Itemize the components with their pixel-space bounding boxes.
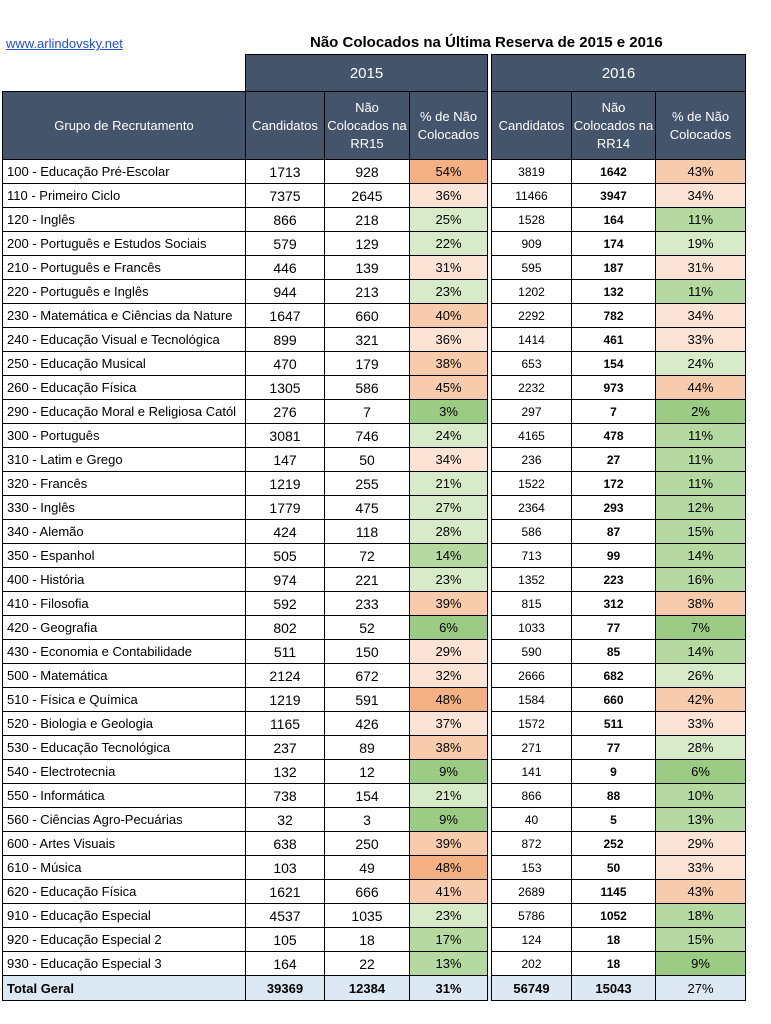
- table-row: [3, 568, 746, 592]
- candidates-2015-cell: 802: [246, 616, 325, 640]
- group-name-cell: 340 - Alemão: [3, 520, 246, 544]
- pct-2016-cell: 10%: [656, 784, 746, 808]
- table-row: [3, 904, 746, 928]
- candidates-2016-cell: 1033: [492, 616, 572, 640]
- not-placed-2015-cell: 213: [325, 280, 410, 304]
- candidates-2016-cell: 2689: [492, 880, 572, 904]
- not-placed-2016-cell: 88: [572, 784, 656, 808]
- pct-2015-cell: 39%: [410, 832, 488, 856]
- pct-2015-cell: 13%: [410, 952, 488, 976]
- group-name-cell: 500 - Matemática: [3, 664, 246, 688]
- group-name-cell: 210 - Português e Francês: [3, 256, 246, 280]
- not-placed-2015-cell: 1035: [325, 904, 410, 928]
- not-placed-2016-cell: 85: [572, 640, 656, 664]
- total-not-placed-2015: 12384: [325, 976, 410, 1001]
- group-name-cell: 120 - Inglês: [3, 208, 246, 232]
- not-placed-2016-cell: 1145: [572, 880, 656, 904]
- candidates-2015-cell: 899: [246, 328, 325, 352]
- table-row: [3, 208, 746, 232]
- group-name-cell: 310 - Latim e Grego: [3, 448, 246, 472]
- candidates-2016-cell: 909: [492, 232, 572, 256]
- not-placed-2015-cell: 50: [325, 448, 410, 472]
- pct-2016-cell: 14%: [656, 544, 746, 568]
- group-name-cell: 220 - Português e Inglês: [3, 280, 246, 304]
- candidates-2015-cell: 470: [246, 352, 325, 376]
- pct-2015-cell: 17%: [410, 928, 488, 952]
- table-row: [3, 424, 746, 448]
- table-row: [3, 712, 746, 736]
- pct-2015-cell: 32%: [410, 664, 488, 688]
- pct-not-placed-2016-header: % de Não Colocados: [656, 92, 746, 160]
- pct-2015-cell: 23%: [410, 904, 488, 928]
- pct-2016-cell: 2%: [656, 400, 746, 424]
- pct-2015-cell: 45%: [410, 376, 488, 400]
- not-placed-2016-cell: 174: [572, 232, 656, 256]
- table-row: [3, 784, 746, 808]
- candidates-2016-cell: 590: [492, 640, 572, 664]
- candidates-2015-cell: 7375: [246, 184, 325, 208]
- total-not-placed-2016: 15043: [572, 976, 656, 1001]
- pct-2015-cell: 36%: [410, 184, 488, 208]
- pct-2015-cell: 36%: [410, 328, 488, 352]
- pct-2016-cell: 24%: [656, 352, 746, 376]
- not-placed-2016-cell: 3947: [572, 184, 656, 208]
- page-title: Não Colocados na Última Reserva de 2015 e 2016: [310, 34, 663, 51]
- candidates-2015-cell: 1219: [246, 688, 325, 712]
- total-row: [3, 976, 746, 1001]
- pct-2015-cell: 37%: [410, 712, 488, 736]
- pct-2015-cell: 29%: [410, 640, 488, 664]
- not-placed-2016-cell: 187: [572, 256, 656, 280]
- pct-2015-cell: 9%: [410, 808, 488, 832]
- pct-2015-cell: 14%: [410, 544, 488, 568]
- pct-2015-cell: 6%: [410, 616, 488, 640]
- candidates-2015-cell: 164: [246, 952, 325, 976]
- pct-2015-cell: 21%: [410, 472, 488, 496]
- pct-2016-cell: 15%: [656, 520, 746, 544]
- table-row: [3, 304, 746, 328]
- candidates-2015-cell: 1305: [246, 376, 325, 400]
- not-placed-2015-cell: 89: [325, 736, 410, 760]
- pct-2015-cell: 48%: [410, 688, 488, 712]
- candidates-2015-cell: 237: [246, 736, 325, 760]
- table-row: [3, 880, 746, 904]
- not-placed-2015-cell: 321: [325, 328, 410, 352]
- pct-not-placed-2015-header: % de Não Colocados: [410, 92, 488, 160]
- group-name-cell: 520 - Biologia e Geologia: [3, 712, 246, 736]
- pct-2015-cell: 24%: [410, 424, 488, 448]
- table-row: [3, 616, 746, 640]
- pct-2016-cell: 34%: [656, 184, 746, 208]
- group-header: Grupo de Recrutamento: [3, 92, 246, 160]
- candidates-2016-cell: 4165: [492, 424, 572, 448]
- not-placed-2016-cell: 782: [572, 304, 656, 328]
- group-name-cell: 550 - Informática: [3, 784, 246, 808]
- year-2015-header: 2015: [246, 55, 488, 92]
- table-row: [3, 736, 746, 760]
- pct-2016-cell: 11%: [656, 448, 746, 472]
- not-placed-2015-cell: 666: [325, 880, 410, 904]
- candidates-2016-cell: 1584: [492, 688, 572, 712]
- pct-2016-cell: 43%: [656, 160, 746, 184]
- group-name-cell: 620 - Educação Física: [3, 880, 246, 904]
- not-placed-2015-cell: 52: [325, 616, 410, 640]
- not-placed-2016-cell: 1642: [572, 160, 656, 184]
- candidates-2016-cell: 713: [492, 544, 572, 568]
- pct-2016-cell: 11%: [656, 208, 746, 232]
- pct-2015-cell: 39%: [410, 592, 488, 616]
- group-name-cell: 410 - Filosofia: [3, 592, 246, 616]
- candidates-2015-cell: 276: [246, 400, 325, 424]
- pct-2016-cell: 38%: [656, 592, 746, 616]
- group-name-cell: 230 - Matemática e Ciências da Nature: [3, 304, 246, 328]
- not-placed-2016-cell: 223: [572, 568, 656, 592]
- not-placed-2015-cell: 426: [325, 712, 410, 736]
- pct-2016-cell: 6%: [656, 760, 746, 784]
- not-placed-2016-cell: 293: [572, 496, 656, 520]
- pct-2016-cell: 11%: [656, 280, 746, 304]
- pct-2016-cell: 33%: [656, 328, 746, 352]
- group-name-cell: 430 - Economia e Contabilidade: [3, 640, 246, 664]
- pct-2015-cell: 23%: [410, 280, 488, 304]
- candidates-2016-cell: 202: [492, 952, 572, 976]
- group-name-cell: 350 - Espanhol: [3, 544, 246, 568]
- pct-2016-cell: 13%: [656, 808, 746, 832]
- pct-2016-cell: 33%: [656, 712, 746, 736]
- group-name-cell: 320 - Francês: [3, 472, 246, 496]
- candidates-2015-cell: 579: [246, 232, 325, 256]
- candidates-2016-cell: 1352: [492, 568, 572, 592]
- pct-2015-cell: 38%: [410, 352, 488, 376]
- site-link[interactable]: www.arlindovsky.net: [6, 36, 123, 51]
- total-pct-2015: 31%: [410, 976, 488, 1001]
- group-name-cell: 260 - Educação Física: [3, 376, 246, 400]
- not-placed-2016-cell: 5: [572, 808, 656, 832]
- candidates-2016-cell: 141: [492, 760, 572, 784]
- group-name-cell: 300 - Português: [3, 424, 246, 448]
- candidates-2015-cell: 511: [246, 640, 325, 664]
- not-placed-2015-cell: 233: [325, 592, 410, 616]
- pct-2016-cell: 7%: [656, 616, 746, 640]
- pct-2016-cell: 14%: [656, 640, 746, 664]
- candidates-2015-cell: 1219: [246, 472, 325, 496]
- not-placed-2016-cell: 973: [572, 376, 656, 400]
- table-row: [3, 160, 746, 184]
- group-name-cell: 600 - Artes Visuais: [3, 832, 246, 856]
- table-row: [3, 472, 746, 496]
- not-placed-2015-cell: 49: [325, 856, 410, 880]
- pct-2016-cell: 29%: [656, 832, 746, 856]
- group-name-cell: 910 - Educação Especial: [3, 904, 246, 928]
- pct-2015-cell: 31%: [410, 256, 488, 280]
- not-placed-2016-cell: 682: [572, 664, 656, 688]
- not-placed-2015-cell: 118: [325, 520, 410, 544]
- candidates-2016-cell: 297: [492, 400, 572, 424]
- table-row: [3, 688, 746, 712]
- candidates-2015-cell: 147: [246, 448, 325, 472]
- candidates-2016-cell: 3819: [492, 160, 572, 184]
- not-placed-2016-cell: 511: [572, 712, 656, 736]
- table-row: [3, 376, 746, 400]
- pct-2015-cell: 28%: [410, 520, 488, 544]
- not-placed-2016-cell: 312: [572, 592, 656, 616]
- pct-2016-cell: 28%: [656, 736, 746, 760]
- table-row: [3, 544, 746, 568]
- not-placed-2016-cell: 9: [572, 760, 656, 784]
- total-candidates-2016: 56749: [492, 976, 572, 1001]
- candidates-2015-cell: 974: [246, 568, 325, 592]
- not-placed-2015-cell: 591: [325, 688, 410, 712]
- not-placed-2015-cell: 250: [325, 832, 410, 856]
- group-name-cell: 100 - Educação Pré-Escolar: [3, 160, 246, 184]
- group-name-cell: 420 - Geografia: [3, 616, 246, 640]
- not-placed-2016-cell: 18: [572, 952, 656, 976]
- not-placed-2016-cell: 77: [572, 616, 656, 640]
- pct-2016-cell: 44%: [656, 376, 746, 400]
- not-placed-2016-cell: 461: [572, 328, 656, 352]
- group-name-cell: 930 - Educação Especial 3: [3, 952, 246, 976]
- pct-2015-cell: 54%: [410, 160, 488, 184]
- not-placed-2016-cell: 1052: [572, 904, 656, 928]
- pct-2016-cell: 19%: [656, 232, 746, 256]
- candidates-2015-cell: 103: [246, 856, 325, 880]
- not-placed-2015-cell: 7: [325, 400, 410, 424]
- table-row: [3, 952, 746, 976]
- group-name-cell: 530 - Educação Tecnológica: [3, 736, 246, 760]
- candidates-2016-cell: 271: [492, 736, 572, 760]
- not-placed-2015-cell: 660: [325, 304, 410, 328]
- group-name-cell: 540 - Electrotecnia: [3, 760, 246, 784]
- not-placed-2016-cell: 660: [572, 688, 656, 712]
- table-row: [3, 640, 746, 664]
- candidates-2016-cell: 153: [492, 856, 572, 880]
- pct-2016-cell: 26%: [656, 664, 746, 688]
- table-row: [3, 448, 746, 472]
- not-placed-2016-cell: 99: [572, 544, 656, 568]
- pct-2015-cell: 27%: [410, 496, 488, 520]
- not-placed-2015-cell: 154: [325, 784, 410, 808]
- table-row: [3, 232, 746, 256]
- group-name-cell: 400 - História: [3, 568, 246, 592]
- candidates-2016-cell: 236: [492, 448, 572, 472]
- candidates-2015-cell: 866: [246, 208, 325, 232]
- pct-2015-cell: 22%: [410, 232, 488, 256]
- pct-2015-cell: 9%: [410, 760, 488, 784]
- group-name-cell: 110 - Primeiro Ciclo: [3, 184, 246, 208]
- candidates-2016-cell: 872: [492, 832, 572, 856]
- not-placed-2016-header: Não Colocados na RR14: [572, 92, 656, 160]
- candidates-2015-cell: 3081: [246, 424, 325, 448]
- not-placed-2016-cell: 478: [572, 424, 656, 448]
- table-row: [3, 520, 746, 544]
- candidates-2016-cell: 866: [492, 784, 572, 808]
- table-row: [3, 184, 746, 208]
- candidates-2016-cell: 40: [492, 808, 572, 832]
- pct-2015-cell: 34%: [410, 448, 488, 472]
- group-name-cell: 250 - Educação Musical: [3, 352, 246, 376]
- table-row: [3, 856, 746, 880]
- header-blank: [3, 55, 246, 92]
- group-name-cell: 560 - Ciências Agro-Pecuárias: [3, 808, 246, 832]
- pct-2015-cell: 40%: [410, 304, 488, 328]
- total-candidates-2015: 39369: [246, 976, 325, 1001]
- group-name-cell: 920 - Educação Especial 2: [3, 928, 246, 952]
- table-row: [3, 256, 746, 280]
- pct-2016-cell: 11%: [656, 424, 746, 448]
- not-placed-2016-cell: 172: [572, 472, 656, 496]
- pct-2016-cell: 15%: [656, 928, 746, 952]
- candidates-2016-cell: 1572: [492, 712, 572, 736]
- not-placed-2015-cell: 129: [325, 232, 410, 256]
- table-row: [3, 328, 746, 352]
- not-placed-2015-cell: 928: [325, 160, 410, 184]
- candidates-2015-cell: 638: [246, 832, 325, 856]
- pct-2016-cell: 31%: [656, 256, 746, 280]
- candidates-2016-header: Candidatos: [492, 92, 572, 160]
- candidates-2015-cell: 2124: [246, 664, 325, 688]
- candidates-2016-cell: 2292: [492, 304, 572, 328]
- group-name-cell: 510 - Física e Química: [3, 688, 246, 712]
- pct-2016-cell: 43%: [656, 880, 746, 904]
- table-row: [3, 664, 746, 688]
- not-placed-2015-cell: 475: [325, 496, 410, 520]
- candidates-2015-cell: 738: [246, 784, 325, 808]
- pct-2015-cell: 21%: [410, 784, 488, 808]
- table-row: [3, 280, 746, 304]
- not-placed-2015-cell: 672: [325, 664, 410, 688]
- not-placed-2016-cell: 132: [572, 280, 656, 304]
- candidates-2015-cell: 1779: [246, 496, 325, 520]
- not-placed-2015-header: Não Colocados na RR15: [325, 92, 410, 160]
- candidates-2015-cell: 446: [246, 256, 325, 280]
- not-placed-2015-cell: 2645: [325, 184, 410, 208]
- candidates-2016-cell: 1522: [492, 472, 572, 496]
- pct-2015-cell: 23%: [410, 568, 488, 592]
- candidates-2016-cell: 2232: [492, 376, 572, 400]
- not-placed-2015-cell: 746: [325, 424, 410, 448]
- group-name-cell: 290 - Educação Moral e Religiosa Catól: [3, 400, 246, 424]
- not-placed-2015-cell: 12: [325, 760, 410, 784]
- table-row: [3, 760, 746, 784]
- candidates-2016-cell: 595: [492, 256, 572, 280]
- candidates-2015-cell: 1165: [246, 712, 325, 736]
- not-placed-2015-cell: 22: [325, 952, 410, 976]
- pct-2016-cell: 42%: [656, 688, 746, 712]
- table-row: [3, 400, 746, 424]
- candidates-2015-cell: 132: [246, 760, 325, 784]
- group-name-cell: 330 - Inglês: [3, 496, 246, 520]
- not-placed-2015-cell: 218: [325, 208, 410, 232]
- candidates-2015-cell: 1621: [246, 880, 325, 904]
- total-pct-2016: 27%: [656, 976, 746, 1001]
- pct-2015-cell: 3%: [410, 400, 488, 424]
- not-placed-2016-cell: 27: [572, 448, 656, 472]
- not-placed-2015-cell: 3: [325, 808, 410, 832]
- not-placed-2015-cell: 150: [325, 640, 410, 664]
- candidates-2016-cell: 5786: [492, 904, 572, 928]
- not-placed-2015-cell: 139: [325, 256, 410, 280]
- group-name-cell: 240 - Educação Visual e Tecnológica: [3, 328, 246, 352]
- total-label: Total Geral: [3, 976, 246, 1001]
- pct-2016-cell: 18%: [656, 904, 746, 928]
- candidates-2016-cell: 124: [492, 928, 572, 952]
- not-placed-2016-cell: 164: [572, 208, 656, 232]
- candidates-2016-cell: 11466: [492, 184, 572, 208]
- not-placed-2016-cell: 87: [572, 520, 656, 544]
- candidates-2016-cell: 815: [492, 592, 572, 616]
- pct-2015-cell: 48%: [410, 856, 488, 880]
- candidates-2016-cell: 2364: [492, 496, 572, 520]
- pct-2016-cell: 12%: [656, 496, 746, 520]
- not-placed-2015-cell: 221: [325, 568, 410, 592]
- candidates-2016-cell: 1202: [492, 280, 572, 304]
- candidates-2015-cell: 944: [246, 280, 325, 304]
- candidates-2016-cell: 586: [492, 520, 572, 544]
- candidates-2015-cell: 1647: [246, 304, 325, 328]
- candidates-2015-cell: 592: [246, 592, 325, 616]
- not-placed-2016-cell: 18: [572, 928, 656, 952]
- not-placed-2015-cell: 72: [325, 544, 410, 568]
- candidates-2016-cell: 653: [492, 352, 572, 376]
- pct-2016-cell: 16%: [656, 568, 746, 592]
- pct-2016-cell: 34%: [656, 304, 746, 328]
- candidates-2015-cell: 1713: [246, 160, 325, 184]
- group-name-cell: 610 - Música: [3, 856, 246, 880]
- table-row: [3, 832, 746, 856]
- table-row: [3, 496, 746, 520]
- not-placed-2016-cell: 77: [572, 736, 656, 760]
- candidates-2015-cell: 424: [246, 520, 325, 544]
- pct-2015-cell: 41%: [410, 880, 488, 904]
- not-placed-2015-cell: 255: [325, 472, 410, 496]
- pct-2015-cell: 25%: [410, 208, 488, 232]
- candidates-2015-cell: 4537: [246, 904, 325, 928]
- pct-2015-cell: 38%: [410, 736, 488, 760]
- not-placed-2015-cell: 179: [325, 352, 410, 376]
- candidates-2015-cell: 105: [246, 928, 325, 952]
- candidates-2015-cell: 32: [246, 808, 325, 832]
- pct-2016-cell: 9%: [656, 952, 746, 976]
- data-table: [2, 54, 746, 1001]
- candidates-2016-cell: 1414: [492, 328, 572, 352]
- table-row: [3, 352, 746, 376]
- not-placed-2016-cell: 252: [572, 832, 656, 856]
- table-row: [3, 592, 746, 616]
- not-placed-2015-cell: 586: [325, 376, 410, 400]
- table-row: [3, 928, 746, 952]
- candidates-2015-header: Candidatos: [246, 92, 325, 160]
- candidates-2016-cell: 1528: [492, 208, 572, 232]
- table-row: [3, 808, 746, 832]
- not-placed-2016-cell: 154: [572, 352, 656, 376]
- not-placed-2016-cell: 50: [572, 856, 656, 880]
- candidates-2015-cell: 505: [246, 544, 325, 568]
- group-name-cell: 200 - Português e Estudos Sociais: [3, 232, 246, 256]
- not-placed-2015-cell: 18: [325, 928, 410, 952]
- year-2016-header: 2016: [492, 55, 746, 92]
- pct-2016-cell: 11%: [656, 472, 746, 496]
- not-placed-2016-cell: 7: [572, 400, 656, 424]
- pct-2016-cell: 33%: [656, 856, 746, 880]
- candidates-2016-cell: 2666: [492, 664, 572, 688]
